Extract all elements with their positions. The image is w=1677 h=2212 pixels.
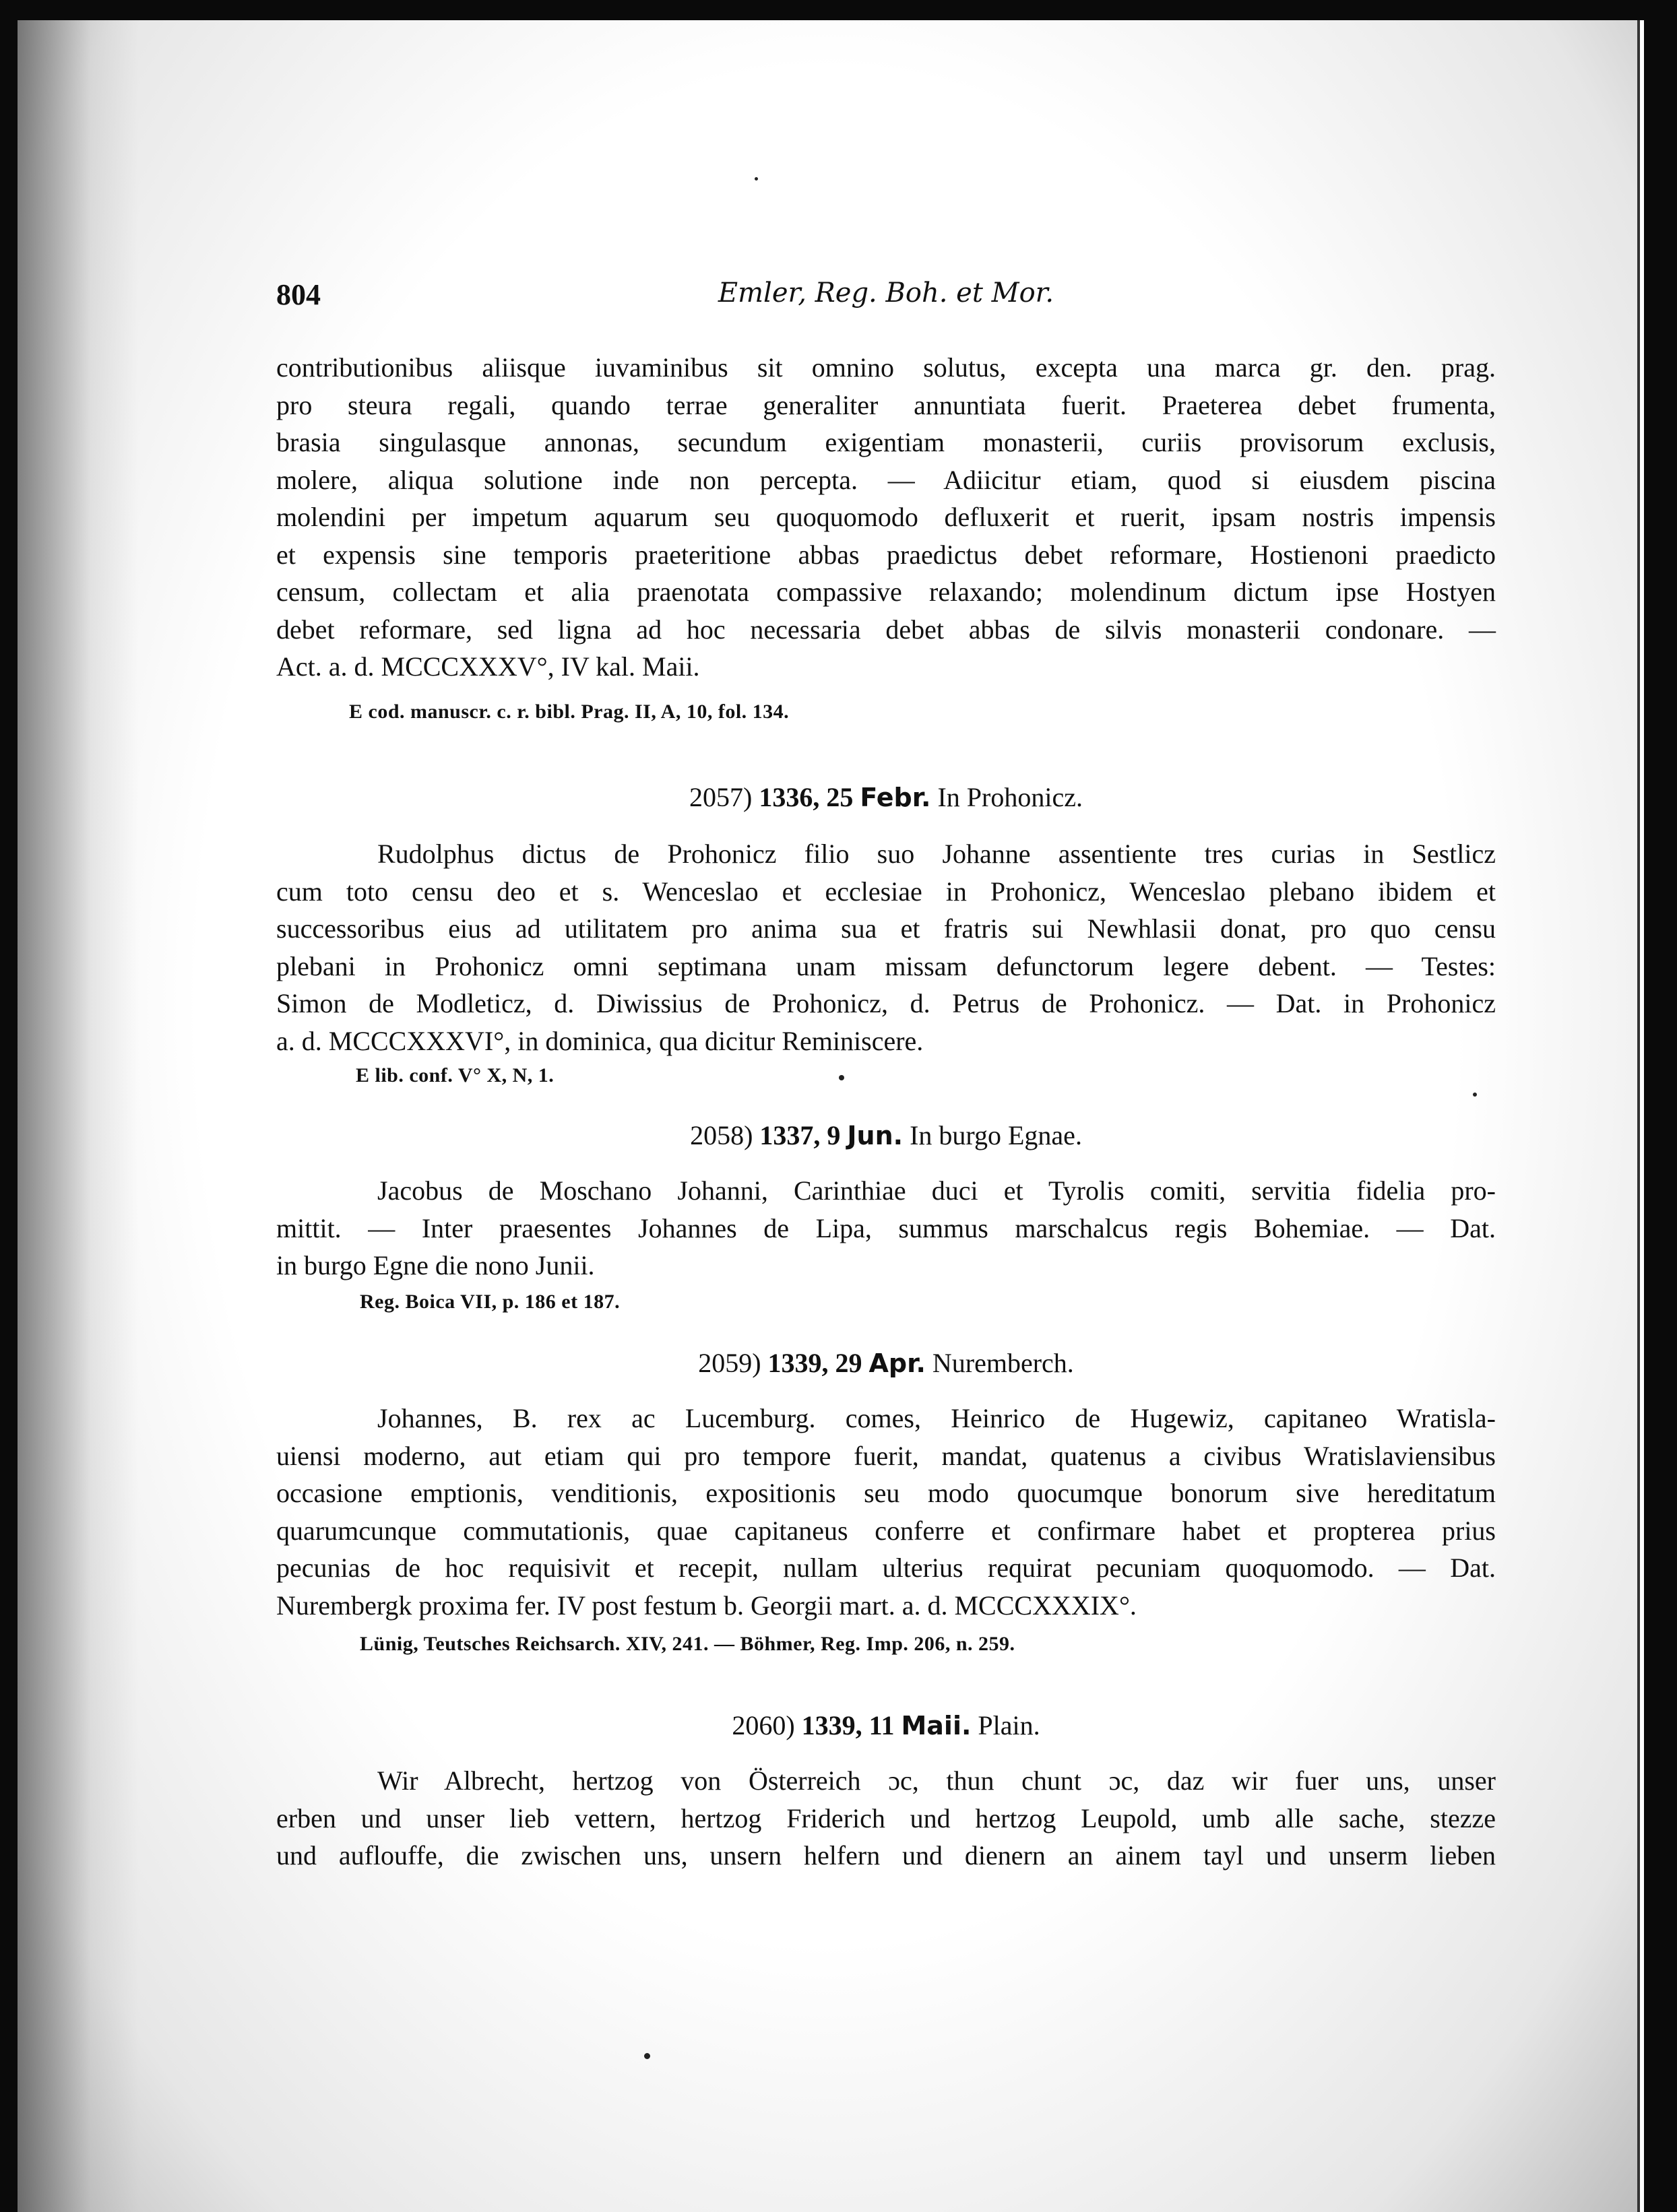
continuation-paragraph xyxy=(276,349,1496,686)
text-line: contributionibus aliisque iuvaminibus sit omnino solutus, excepta una marca gr. den. prag. xyxy=(276,352,1496,383)
text-line: molere, aliqua solutione inde non percepta. — Adiicitur etiam, quod si eiusdem piscina xyxy=(276,464,1496,495)
entry-place: In burgo Egnae. xyxy=(910,1120,1082,1150)
entry-number: 2059) xyxy=(698,1348,761,1378)
text-line: plebani in Prohonicz omni septimana unam missam defunctorum legere debent. — Testes: xyxy=(276,950,1496,981)
page-number: 804 xyxy=(276,278,321,311)
entry-place: Plain. xyxy=(978,1710,1040,1741)
text-line: Wir Albrecht, hertzog von Österreich ɔc, thun chunt ɔc, daz wir fuer uns, unser xyxy=(377,1765,1496,1796)
scan-speck xyxy=(644,2053,650,2059)
entry-date: 1336, 25 xyxy=(759,782,854,812)
source-citation: E lib. conf. V° X, N, 1. xyxy=(356,1064,555,1086)
entry-number: 2060) xyxy=(732,1710,795,1741)
entry-heading xyxy=(276,1119,1496,1151)
page-header xyxy=(276,278,1496,325)
source-citation: E cod. manuscr. c. r. bibl. Prag. II, A, 10, fol. 134. xyxy=(349,701,790,723)
scan-speck xyxy=(755,177,758,181)
running-head: Emler, Reg. Boh. et Mor. xyxy=(718,278,1054,308)
text-line: Simon de Modleticz, d. Diwissius de Prohonicz, d. Petrus de Prohonicz. — Dat. in Prohonicz xyxy=(276,988,1496,1018)
scan-edge-line xyxy=(1637,20,1640,2212)
entry-date: 1337, 9 xyxy=(759,1120,841,1150)
text-line: debet reformare, sed ligna ad hoc necessaria debet abbas de silvis monasterii condonare. — xyxy=(276,614,1496,645)
text-line: pro steura regali, quando terrae generaliter annuntiata fuerit. Praeterea debet frumenta, xyxy=(276,389,1496,420)
text-line: et expensis sine temporis praeteritione abbas praedictus debet reformare, Hostienoni praedicto xyxy=(276,539,1496,570)
text-line: erben und unser lieb vettern, hertzog Friderich und hertzog Leupold, umb alle sache, stezze xyxy=(276,1802,1496,1833)
entry-number: 2057) xyxy=(689,782,753,812)
text-line: quarumcunque commutationis, quae capitaneus conferre et confirmare habet et propterea prius xyxy=(276,1515,1496,1546)
source-citation: Lünig, Teutsches Reichsarch. XIV, 241. — Böhmer, Reg. Imp. 206, n. 259. xyxy=(360,1633,1015,1655)
scan-border-top xyxy=(0,0,1677,20)
text-line: Johannes, B. rex ac Lucemburg. comes, Heinrico de Hugewiz, capitaneo Wratisla- xyxy=(377,1403,1496,1433)
entry-heading xyxy=(276,781,1496,813)
text-line: brasia singulasque annonas, secundum exigentiam monasterii, curiis provisorum exclusis, xyxy=(276,427,1496,457)
scan-border-left xyxy=(0,0,18,2212)
entry-heading xyxy=(276,1710,1496,1741)
scan-speck xyxy=(839,1075,844,1080)
text-line: successoribus eius ad utilitatem pro anima sua et fratris sui Newhlasii donat, pro quo censu xyxy=(276,913,1496,944)
text-line: molendini per impetum aquarum seu quoquomodo defluxerit et ruerit, ipsam nostris impensis xyxy=(276,502,1496,532)
entry-place: In Prohonicz. xyxy=(937,782,1083,812)
source-citation: Reg. Boica VII, p. 186 et 187. xyxy=(360,1291,621,1313)
scan-speck xyxy=(1473,1093,1477,1097)
text-line: mittit. — Inter praesentes Johannes de Lipa, summus marschalcus regis Bohemiae. — Dat. xyxy=(276,1212,1496,1243)
entry-text xyxy=(276,1400,1496,1624)
entry-number: 2058) xyxy=(690,1120,753,1150)
text-line: Act. a. d. MCCCXXXV°, IV kal. Maii. xyxy=(276,651,700,682)
entry-month: Jun. xyxy=(847,1121,904,1150)
entry-month: Maii. xyxy=(901,1711,972,1741)
text-line: uiensi moderno, aut etiam qui pro tempore fuerit, mandat, quatenus a civibus Wratislaviensibus xyxy=(276,1440,1496,1471)
entry-place: Nuremberch. xyxy=(932,1348,1074,1378)
entry-date: 1339, 11 xyxy=(801,1710,895,1741)
entry-date: 1339, 29 xyxy=(767,1348,862,1378)
text-line: in burgo Egne die nono Junii. xyxy=(276,1250,595,1280)
entry-text xyxy=(276,835,1496,1060)
text-line: pecunias de hoc requisivit et recepit, nullam ulterius requirat pecuniam quoquomodo. — Dat. xyxy=(276,1553,1496,1583)
text-line: cum toto censu deo et s. Wenceslao et ecclesiae in Prohonicz, Wenceslao plebano ibidem et xyxy=(276,876,1496,907)
entry-heading xyxy=(276,1347,1496,1379)
text-line: Jacobus de Moschano Johanni, Carinthiae duci et Tyrolis comiti, servitia fidelia pro- xyxy=(377,1175,1496,1206)
text-line: occasione emptionis, venditionis, expositionis seu modo quocumque bonorum sive hereditatum xyxy=(276,1478,1496,1508)
text-line: Rudolphus dictus de Prohonicz filio suo Johanne assentiente tres curias in Sestlicz xyxy=(377,839,1496,869)
entry-text xyxy=(276,1172,1496,1284)
scan-border-right xyxy=(1644,0,1677,2212)
text-line: a. d. MCCCXXXVI°, in dominica, qua dicitur Reminiscere. xyxy=(276,1025,924,1056)
text-line: und auflouffe, die zwischen uns, unsern helfern und dienern an ainem tayl und unserm lieben xyxy=(276,1840,1496,1871)
text-line: Nurembergk proxima fer. IV post festum b. Georgii mart. a. d. MCCCXXXIX°. xyxy=(276,1590,1137,1621)
entry-month: Apr. xyxy=(868,1348,926,1378)
entry-text xyxy=(276,1762,1496,1875)
entry-month: Febr. xyxy=(860,783,931,812)
text-line: censum, collectam et alia praenotata compassive relaxando; molendinum dictum ipse Hostyen xyxy=(276,577,1496,607)
